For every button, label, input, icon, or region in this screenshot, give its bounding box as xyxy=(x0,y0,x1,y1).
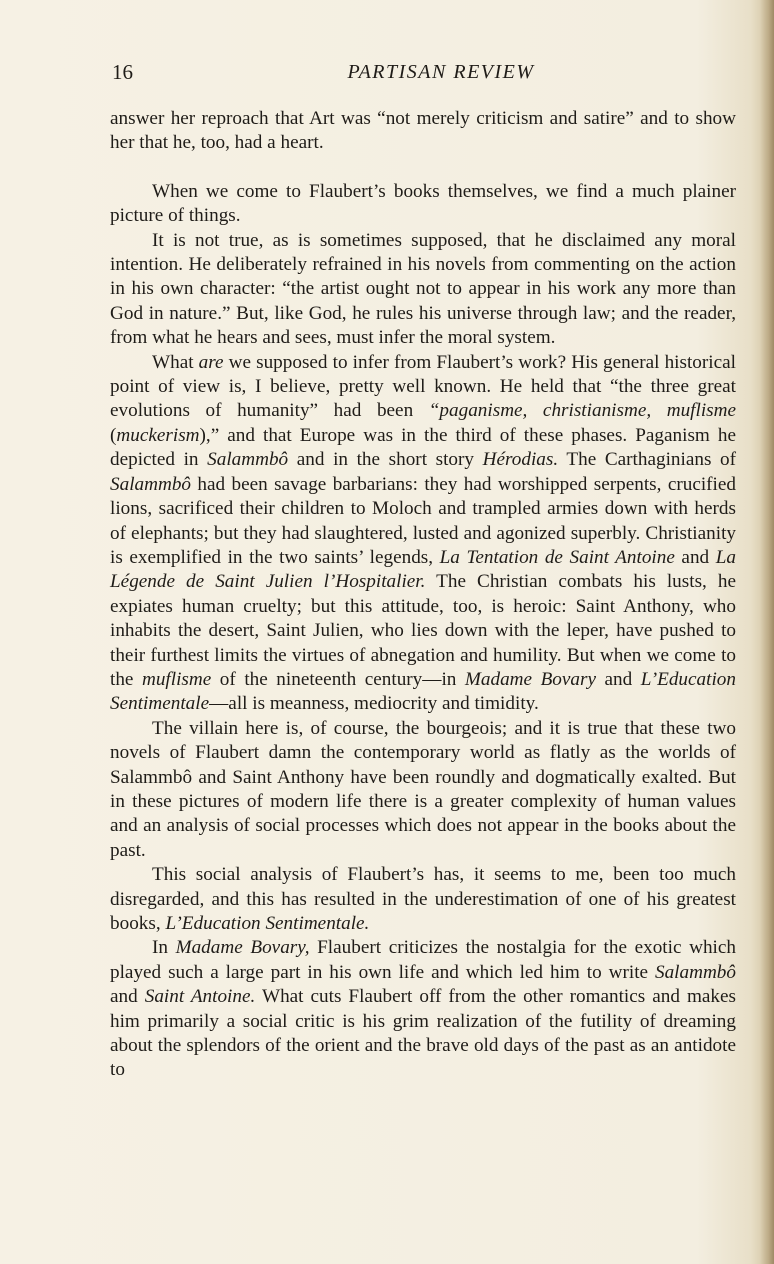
paragraph xyxy=(110,936,736,1082)
page-edge-shadow xyxy=(760,0,774,1264)
italic-text-run: “paganisme, christianisme, muflisme xyxy=(428,400,736,422)
text-run: —all is meanness, mediocrity and timidity. xyxy=(209,693,539,715)
italic-text-run: L’Education Sentimentale xyxy=(110,668,736,715)
paragraph xyxy=(110,717,736,863)
text-run: In xyxy=(152,937,176,959)
running-title: PARTISAN REVIEW xyxy=(347,61,535,83)
paragraph xyxy=(110,107,736,156)
page-number: 16 xyxy=(112,60,133,84)
text-run: It is not true, as is sometimes supposed, that he disclaimed any moral intention. He deliberately refrained in his novels from commenting on the action in his own character: “the artist ought not to appear in his work any more than God in nature.” But, like God, he rules his universe through law; and the reader, from what he hears and sees, must infer the moral system. xyxy=(110,229,736,349)
text-run: Flaubert criticizes the nostalgia for the exotic which played such a large part in his own life and which led him to write xyxy=(110,937,736,983)
text-run: The Carthaginians of xyxy=(558,449,736,471)
text-run: ),” and that Europe was in the third of these phases. Paganism he depicted in xyxy=(110,424,736,471)
paragraph xyxy=(110,229,736,351)
paragraph xyxy=(110,863,736,936)
text-run: had been savage barbarians: they had worshipped serpents, crucified lions, sacrificed their children to Moloch and trampled armies down with herds of elephants; but they had slaughtered, lusted and agonized superbly. Christianity is exemplified in the two saints’ legends, xyxy=(110,473,736,568)
body-text xyxy=(110,107,736,1083)
italic-text-run: Salammbô xyxy=(654,961,736,983)
text-run: and xyxy=(674,546,716,568)
text-run: When we come to Flaubert’s books themselves, we find a much plainer picture of things. xyxy=(110,180,736,227)
text-run: What xyxy=(152,351,199,373)
text-run: ( xyxy=(110,424,117,446)
italic-text-run: muflisme xyxy=(141,668,212,690)
italic-text-run: La Tentation de Saint Antoine xyxy=(439,546,675,568)
paragraph xyxy=(110,351,736,717)
italic-text-run: Salammbô xyxy=(110,473,192,495)
text-run: of the nineteenth century—in xyxy=(211,668,465,690)
text-run: The Christian combats his lusts, he expiates human cruelty; but this attitude, too, is heroic: Saint Anthony, who inhabits the desert, Saint Julien, who lies down with the leper, have pushed to their furthest limits the virtues of abnegation and humility. But when we come to the xyxy=(110,571,736,690)
italic-text-run: La Légende de Saint Julien l’Hospitalier. xyxy=(110,546,736,593)
page-header xyxy=(112,60,734,90)
italic-text-run: Madame Bovary, xyxy=(175,937,310,959)
italic-text-run: L’Education Sentimentale. xyxy=(165,913,370,934)
italic-text-run: Saint Antoine. xyxy=(144,986,256,1008)
italic-text-run: Madame Bovary xyxy=(464,668,596,690)
italic-text-run: are xyxy=(198,351,224,373)
text-run: we supposed to infer from Flaubert’s work? His general historical point of view is, I believe, pretty well known. He held that “the three great evolutions of humanity” had been xyxy=(110,351,736,422)
text-run: and xyxy=(110,986,145,1008)
text-run: What cuts Flaubert off from the other romantics and makes him primarily a social critic is his grim realization of the futility of dreaming about the splendors of the orient and the brave old days of the past as an antidote to xyxy=(110,986,736,1081)
text-run: and in the short story xyxy=(288,449,483,471)
italic-text-run: Hérodias. xyxy=(482,449,559,471)
text-run: The villain here is, of course, the bourgeois; and it is true that these two novels of Flaubert damn the contemporary world as flatly as the worlds of Salammbô and Saint Anthony have been roundly and dogmatically exalted. But in these pictures of modern life there is a greater complexity of human values and an analysis of social processes which does not appear in the books about the past. xyxy=(110,717,736,861)
text-run: and xyxy=(596,668,641,690)
italic-text-run: Salammbô xyxy=(207,449,289,471)
text-run: answer her reproach that Art was “not merely criticism and satire” and to show her that he, too, had a heart. xyxy=(110,108,736,154)
text-run: This social analysis of Flaubert’s has, it seems to me, been too much disregarded, and this has resulted in the underestimation of one of his greatest books, xyxy=(110,864,736,934)
italic-text-run: muckerism xyxy=(116,424,200,446)
paragraph xyxy=(110,180,736,229)
